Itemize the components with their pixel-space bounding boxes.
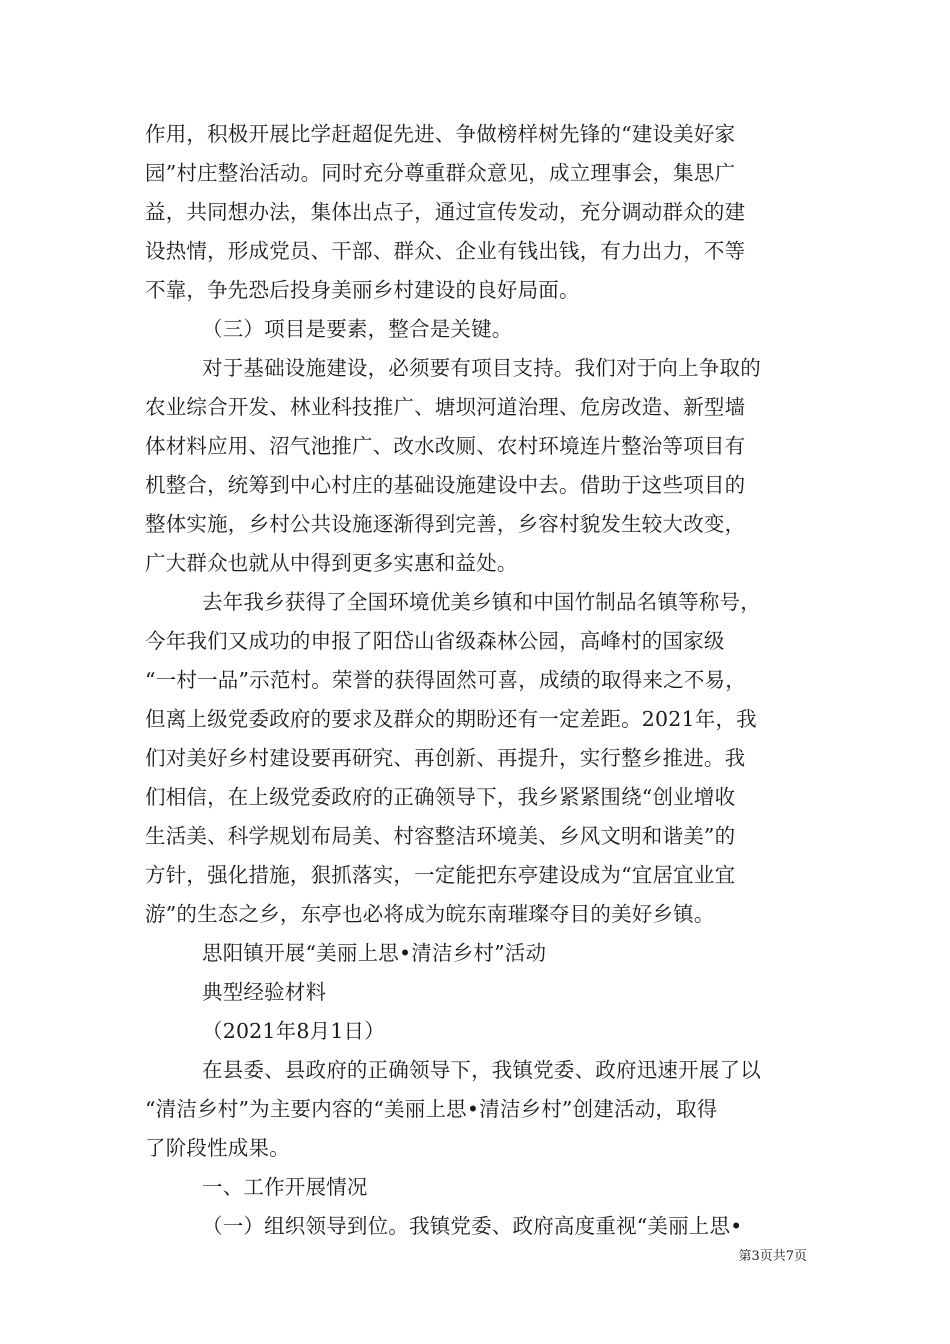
text-line: 去年我乡获得了全国环境优美乡镇和中国竹制品名镇等称号，	[202, 590, 761, 614]
text-line: “一村一品”示范村。荣誉的获得固然可喜，成绩的取得来之不易，	[145, 668, 746, 692]
text-line: 广大群众也就从中得到更多实惠和益处。	[145, 551, 518, 575]
text-line: 整体实施，乡村公共设施逐渐得到完善，乡容村貌发生较大改变，	[145, 512, 746, 536]
text-line: 作用，积极开展比学赶超促先进、争做榜样树先锋的“建设美好家	[145, 122, 736, 146]
text-line: 生活美、科学规划布局美、村容整洁环境美、乡风文明和谐美”的	[145, 824, 736, 848]
text-line: 设热情，形成党员、干部、群众、企业有钱出钱，有力出力，不等	[145, 239, 746, 263]
text-line: 不靠，争先恐后投身美丽乡村建设的良好局面。	[145, 278, 580, 302]
text-line: 在县委、县政府的正确领导下，我镇党委、政府迅速开展了以	[202, 1058, 761, 1082]
text-line: （一）组织领导到位。我镇党委、政府高度重视“美丽上思•	[202, 1214, 743, 1238]
section-heading: （三）项目是要素，整合是关键。	[202, 317, 513, 341]
text-line: 园”村庄整治活动。同时充分尊重群众意见，成立理事会，集思广	[145, 161, 736, 185]
text-line: 机整合，统筹到中心村庄的基础设施建设中去。借助于这些项目的	[145, 473, 746, 497]
text-line: “清洁乡村”为主要内容的“美丽上思•清洁乡村”创建活动，取得	[145, 1097, 718, 1121]
text-line: 益，共同想办法，集体出点子，通过宣传发动，充分调动群众的建	[145, 200, 746, 224]
text-line: 了阶段性成果。	[145, 1136, 290, 1160]
text-line: 但离上级党委政府的要求及群众的期盼还有一定差距。2021年，我	[145, 707, 757, 731]
text-line: 们相信，在上级党委政府的正确领导下，我乡紧紧围绕“创业增收	[145, 785, 736, 809]
text-line: 体材料应用、沼气池推广、改水改厕、农村环境连片整治等项目有	[145, 434, 746, 458]
text-line: 今年我们又成功的申报了阳岱山省级森林公园，高峰村的国家级	[145, 629, 725, 653]
section-heading: 一、工作开展情况	[202, 1175, 368, 1199]
text-line: 对于基础设施建设，必须要有项目支持。我们对于向上争取的	[202, 356, 761, 380]
article-date: （2021年8月1日）	[202, 1019, 385, 1043]
article-title: 思阳镇开展“美丽上思•清洁乡村”活动	[202, 941, 547, 965]
text-line: 方针，强化措施，狠抓落实，一定能把东亭建设成为“宜居宜业宜	[145, 863, 736, 887]
page-number: 第3页共7页	[738, 1249, 807, 1264]
text-line: 农业综合开发、林业科技推广、塘坝河道治理、危房改造、新型墙	[145, 395, 746, 419]
text-line: 们对美好乡村建设要再研究、再创新、再提升，实行整乡推进。我	[145, 746, 746, 770]
text-line: 游”的生态之乡，东亭也必将成为皖东南璀璨夺目的美好乡镇。	[145, 902, 715, 926]
article-subtitle: 典型经验材料	[202, 980, 327, 1004]
